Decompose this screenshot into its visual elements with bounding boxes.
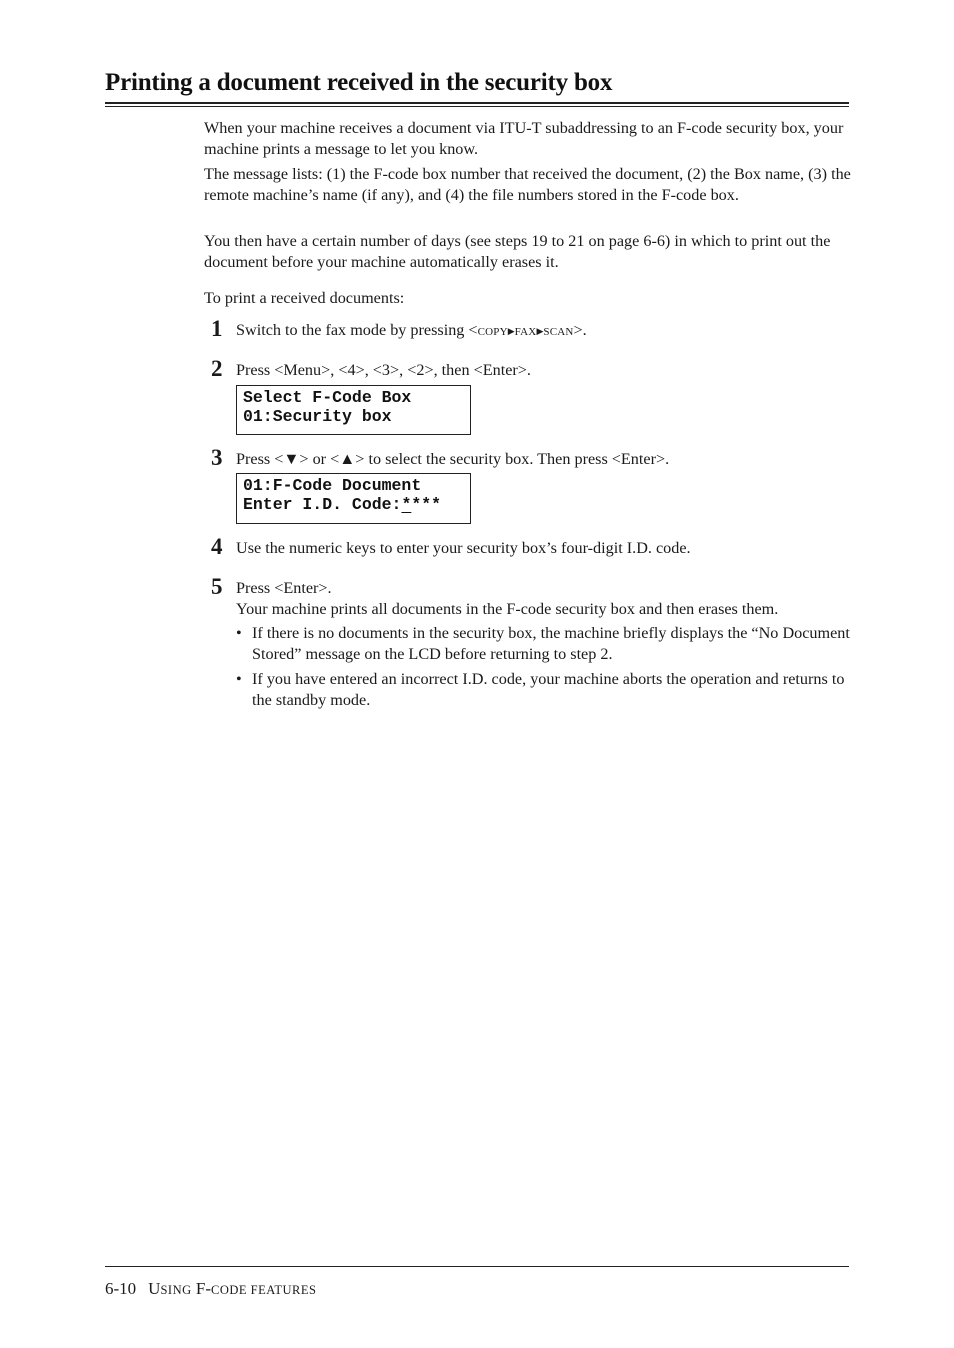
step-1-text-before: Switch to the fax mode by pressing < bbox=[236, 321, 478, 339]
step-3-text-after: > to select the security box. Then press <Enter>. bbox=[355, 450, 670, 468]
step-3-text-mid: > or < bbox=[299, 450, 340, 468]
intro-paragraph-3: You then have a certain number of days (see steps 19 to 21 on page 6-6) in which to print out the document before your machine automatically erases it. bbox=[204, 232, 831, 271]
lcd-line-1: 01:F-Code Document bbox=[243, 476, 422, 495]
bullet-dot-icon: • bbox=[236, 670, 242, 688]
arrow-right-icon: ▶ bbox=[536, 326, 544, 336]
step-1-text bbox=[236, 320, 852, 343]
lcd-display-step-2 bbox=[236, 385, 471, 435]
page-footer bbox=[105, 1279, 316, 1299]
lcd-line-1: Select F-Code Box bbox=[243, 388, 412, 407]
arrow-right-icon: ▶ bbox=[507, 326, 515, 336]
lcd-id-mask: *** bbox=[411, 495, 442, 514]
lcd-line-2: 01:Security box bbox=[243, 407, 392, 426]
bullet-text: If you have entered an incorrect I.D. code, your machine aborts the operation and returns to the standby mode. bbox=[252, 670, 845, 709]
lcd-id-prompt: Enter I.D. Code: bbox=[243, 495, 402, 514]
copy-key-label: COPY bbox=[477, 326, 508, 338]
step-5-text: Press <Enter>. bbox=[236, 579, 332, 597]
lcd-cursor: * bbox=[401, 495, 412, 514]
scan-key-label: SCAN bbox=[543, 326, 574, 338]
bullet-text: If there is no documents in the security box, the machine briefly displays the “No Document Stored” message on the LCD before returning to step 2. bbox=[252, 624, 850, 663]
intro-paragraph-2: The message lists: (1) the F-code box number that received the document, (2) the Box name, (3) the remote machine’s name (if any), and (4) the file numbers stored in the F-code box. bbox=[204, 165, 851, 204]
up-arrow-icon: ▲ bbox=[339, 450, 356, 468]
step-number-3: 3 bbox=[211, 445, 223, 470]
bullet-dot-icon: • bbox=[236, 624, 242, 642]
down-arrow-icon: ▼ bbox=[283, 450, 300, 468]
step-5-bullet-2 bbox=[236, 669, 852, 710]
step-3-text bbox=[236, 449, 852, 470]
section-title-small: CODE FEATURES bbox=[211, 1283, 317, 1297]
step-5-bullet-1 bbox=[236, 623, 852, 664]
step-4-text: Use the numeric keys to enter your security box’s four-digit I.D. code. bbox=[236, 539, 691, 557]
section-title-small: SING bbox=[160, 1283, 192, 1297]
step-1-text-after: >. bbox=[573, 321, 587, 339]
section-title-cap: U bbox=[148, 1279, 161, 1298]
lcd-line-2 bbox=[243, 495, 464, 514]
page-title: Printing a document received in the security box bbox=[105, 69, 613, 96]
intro-paragraph-1: When your machine receives a document via ITU-T subaddressing to an F-code security box, your machine prints a message to let you know. bbox=[204, 119, 844, 158]
step-2-text: Press <Menu>, <4>, <3>, <2>, then <Enter>. bbox=[236, 361, 531, 379]
page-number: 6-10 bbox=[105, 1279, 137, 1298]
lcd-display-step-3 bbox=[236, 473, 471, 524]
step-number-5: 5 bbox=[211, 574, 223, 599]
section-title bbox=[148, 1279, 316, 1298]
step-5-text-2: Your machine prints all documents in the F-code security box and then erases them. bbox=[236, 600, 779, 618]
step-3-text-before: Press < bbox=[236, 450, 284, 468]
step-number-2: 2 bbox=[211, 356, 223, 381]
title-divider bbox=[105, 102, 849, 107]
fax-key-label: FAX bbox=[514, 326, 537, 338]
section-title-cap: F- bbox=[195, 1279, 211, 1298]
footer-divider bbox=[105, 1266, 849, 1267]
step-number-1: 1 bbox=[211, 316, 223, 341]
step-number-4: 4 bbox=[211, 534, 223, 559]
lead-paragraph: To print a received documents: bbox=[204, 289, 405, 307]
